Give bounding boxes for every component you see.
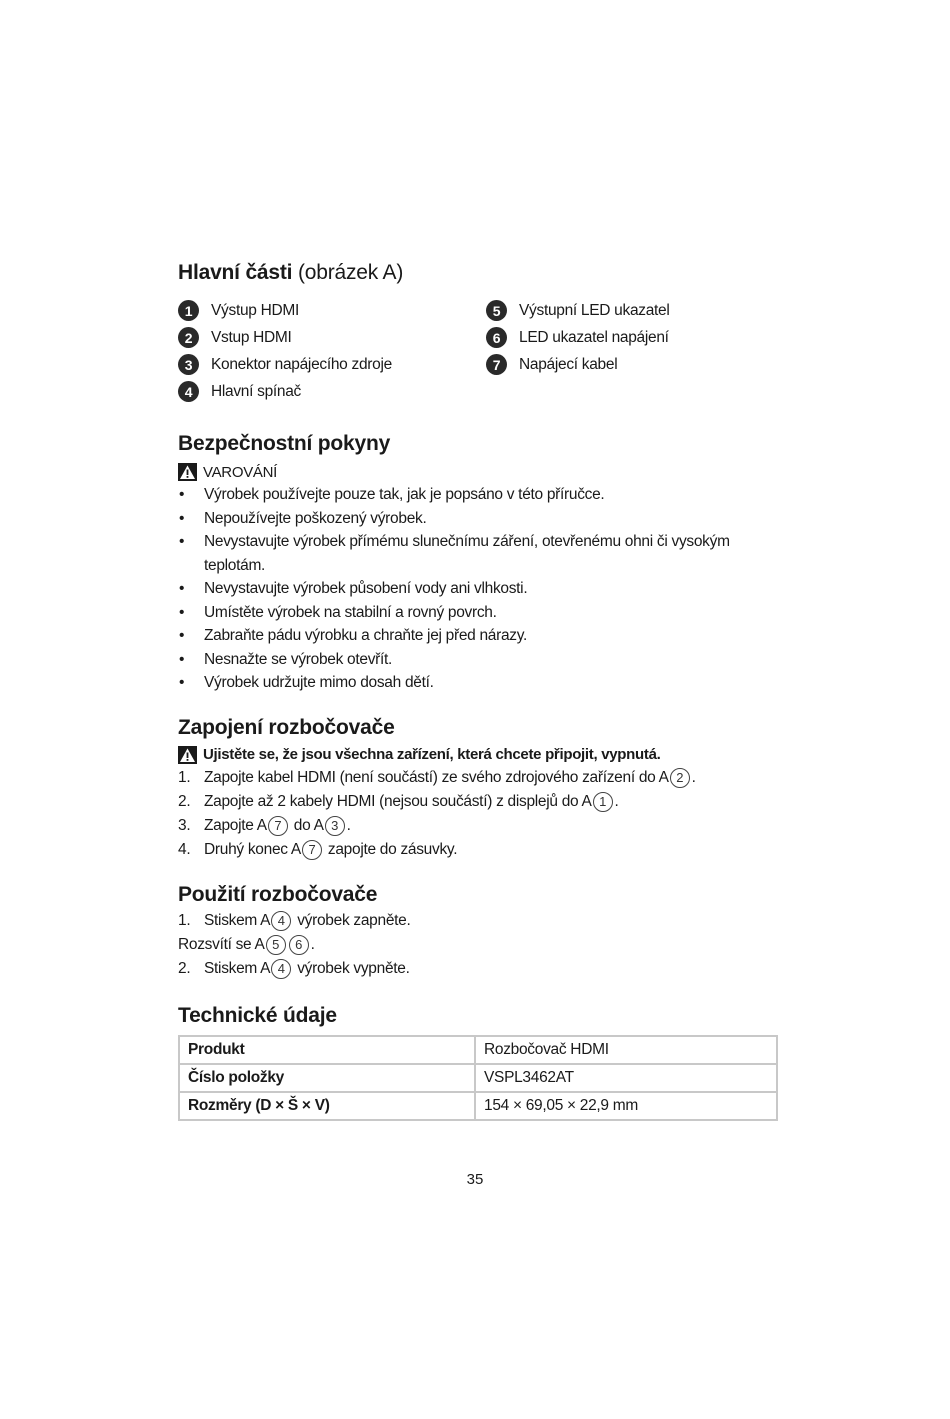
step-text: Druhý konec A	[204, 840, 301, 858]
step-text: Zapojte A	[204, 816, 267, 834]
spec-value: 154 × 69,05 × 22,9 mm	[475, 1092, 777, 1120]
part-item	[486, 324, 778, 351]
number-badge-icon: 3	[178, 354, 199, 375]
ref-number-icon: 2	[670, 768, 690, 788]
warning-label: VAROVÁNÍ	[203, 463, 278, 481]
step-text: Zapojte až 2 kabely HDMI (nejsou součástí) z displejů do A	[204, 792, 592, 810]
use-heading: Použití rozbočovače	[178, 882, 378, 906]
list-item: • Výrobek udržujte mimo dosah dětí.	[178, 671, 778, 695]
list-item: • Zabraňte pádu výrobku a chraňte jej před nárazy.	[178, 624, 778, 648]
step-number: 3.	[178, 816, 191, 834]
number-badge-icon: 4	[178, 381, 199, 402]
warning-triangle-icon	[178, 463, 197, 481]
safety-heading: Bezpečnostní pokyny	[178, 432, 391, 455]
safety-list	[178, 483, 778, 695]
spec-key: Číslo položky	[179, 1064, 475, 1092]
ref-number-icon: 5	[266, 935, 286, 955]
part-label: Výstupní LED ukazatel	[519, 301, 670, 319]
step-text: do A	[289, 816, 324, 834]
step-number: 2.	[178, 792, 191, 810]
parts-list	[178, 297, 778, 405]
list-item: • Nepoužívejte poškozený výrobek.	[178, 507, 778, 531]
part-item	[486, 351, 778, 378]
use-section	[178, 884, 778, 981]
note-line	[178, 933, 778, 957]
main-parts-section	[178, 262, 778, 405]
part-item	[178, 351, 486, 378]
list-item: • Nesnažte se výrobek otevřít.	[178, 648, 778, 672]
heading-bold-text: Hlavní části	[178, 261, 293, 284]
connect-warning-text: Ujistěte se, že jsou všechna zařízení, která chcete připojit, vypnutá.	[203, 746, 661, 763]
part-label: Výstup HDMI	[211, 301, 299, 319]
page-number: 35	[466, 1171, 484, 1188]
part-label: Vstup HDMI	[211, 328, 292, 346]
part-label: Hlavní spínač	[211, 382, 302, 400]
safety-section	[178, 433, 778, 695]
step-item	[178, 790, 778, 814]
ref-number-icon: 1	[593, 792, 613, 812]
connect-heading: Zapojení rozbočovače	[178, 715, 395, 739]
ref-number-icon: 6	[289, 935, 309, 955]
warning-label-line	[178, 461, 778, 483]
step-text: výrobek zapněte.	[293, 911, 411, 929]
step-text: Stiskem A	[204, 911, 271, 929]
step-item	[178, 766, 778, 790]
step-item	[178, 814, 778, 838]
spec-value: Rozbočovač HDMI	[475, 1036, 777, 1064]
main-parts-heading	[178, 262, 778, 283]
step-text: .	[614, 792, 619, 810]
note-text: .	[310, 935, 315, 953]
ref-number-icon: 3	[325, 816, 345, 836]
connect-steps	[178, 766, 778, 862]
step-text: .	[346, 816, 351, 834]
part-label: LED ukazatel napájení	[519, 328, 669, 346]
manual-page	[178, 262, 778, 1121]
part-item	[486, 297, 778, 324]
connect-section	[178, 717, 778, 862]
step-text: výrobek vypněte.	[293, 959, 410, 977]
spec-section	[178, 1005, 778, 1121]
table-row	[179, 1036, 777, 1064]
step-item	[178, 957, 778, 981]
step-item	[178, 909, 778, 933]
step-number: 4.	[178, 840, 191, 858]
connect-warning-line	[178, 744, 778, 766]
number-badge-icon: 2	[178, 327, 199, 348]
number-badge-icon: 1	[178, 300, 199, 321]
spec-key: Produkt	[179, 1036, 475, 1064]
list-item: • Výrobek používejte pouze tak, jak je popsáno v této příručce.	[178, 483, 778, 507]
spec-heading: Technické údaje	[178, 1003, 337, 1027]
list-item: • Umístěte výrobek na stabilní a rovný povrch.	[178, 601, 778, 625]
step-text: Stiskem A	[204, 959, 271, 977]
part-label: Konektor napájecího zdroje	[211, 355, 392, 373]
ref-number-icon: 4	[271, 959, 291, 979]
step-number: 1.	[178, 911, 191, 929]
table-row	[179, 1064, 777, 1092]
list-item: • Nevystavujte výrobek působení vody ani vlhkosti.	[178, 577, 778, 601]
step-text: Zapojte kabel HDMI (není součástí) ze svého zdrojového zařízení do A	[204, 768, 669, 786]
number-badge-icon: 7	[486, 354, 507, 375]
number-badge-icon: 6	[486, 327, 507, 348]
number-badge-icon: 5	[486, 300, 507, 321]
note-text: Rozsvítí se A	[178, 935, 265, 953]
spec-value: VSPL3462AT	[475, 1064, 777, 1092]
step-item	[178, 838, 778, 862]
spec-key: Rozměry (D × Š × V)	[179, 1092, 475, 1120]
ref-number-icon: 4	[271, 911, 291, 931]
ref-number-icon: 7	[268, 816, 288, 836]
warning-triangle-icon	[178, 746, 197, 764]
part-label: Napájecí kabel	[519, 355, 618, 373]
spec-table	[178, 1035, 778, 1121]
heading-sub-text: (obrázek A)	[297, 261, 404, 284]
step-number: 1.	[178, 768, 191, 786]
part-item	[178, 324, 486, 351]
step-text: .	[691, 768, 696, 786]
parts-column-right	[486, 297, 778, 405]
part-item	[178, 378, 486, 405]
list-item: • Nevystavujte výrobek přímému slunečnímu záření, otevřenému ohni či vysokým teplotám.	[178, 530, 778, 577]
step-number: 2.	[178, 959, 191, 977]
table-row	[179, 1092, 777, 1120]
step-text: zapojte do zásuvky.	[323, 840, 458, 858]
parts-column-left	[178, 297, 486, 405]
part-item	[178, 297, 486, 324]
ref-number-icon: 7	[302, 840, 322, 860]
